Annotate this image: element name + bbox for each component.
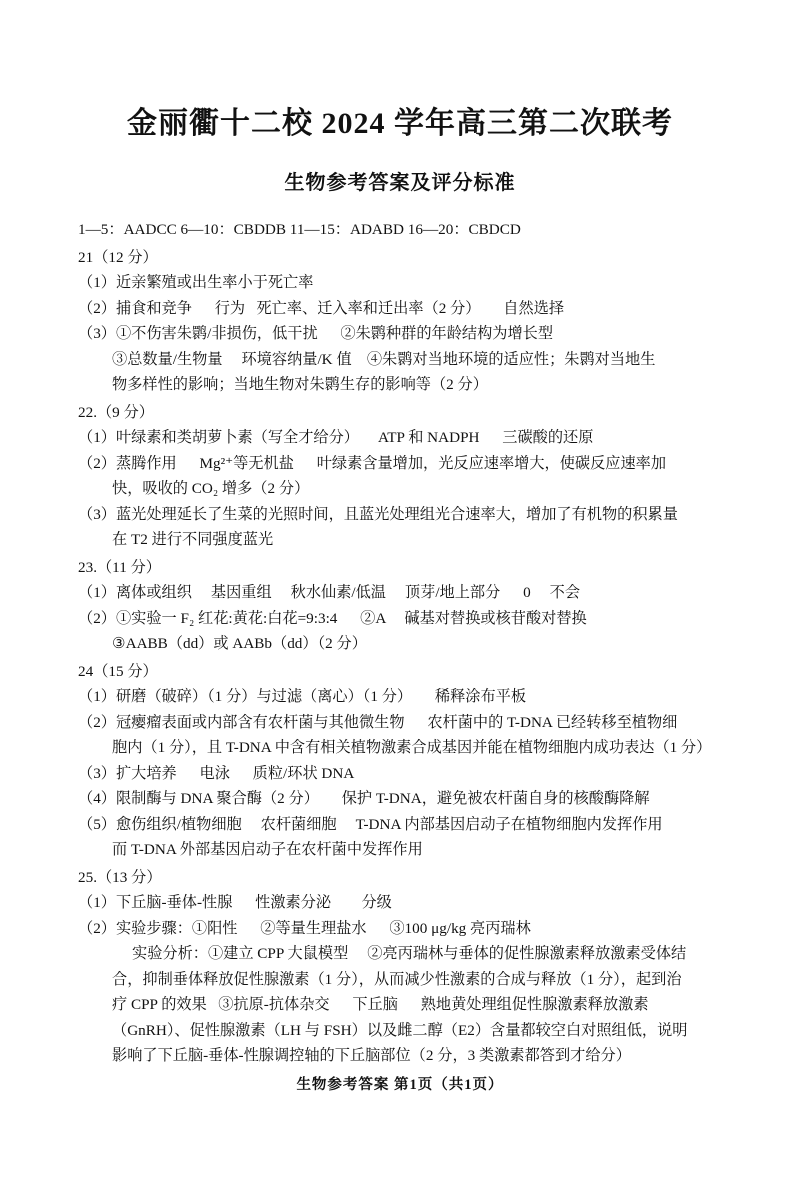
multiple-choice-answers: 1—5：AADCC 6—10：CBDDB 11—15：ADABD 16—20：CBDCD: [78, 221, 521, 238]
page-footer: 生物参考答案 第1页（共1页）: [296, 1077, 504, 1093]
answer-line: （GnRH）、促性腺激素（LH 与 FSH）以及雌二醇（E2）含量都较空白对照组低，说明: [112, 1021, 688, 1039]
answer-line: 疗 CPP 的效果 ③抗原-抗体杂交 下丘脑 熟地黄处理组促性腺激素释放激素: [112, 996, 649, 1013]
section-heading-24: 24（15 分）: [78, 662, 158, 680]
answer-line: （1）叶绿素和类胡萝卜素（写全才给分） ATP 和 NADPH 三碳酸的还原: [78, 429, 594, 446]
answer-line: （1）离体或组织 基因重组 秋水仙素/低温 顶芽/地上部分 0 不会: [78, 584, 581, 601]
section-heading-23: 23.（11 分）: [78, 558, 161, 576]
answer-line: （1）近亲繁殖或出生率小于死亡率: [78, 274, 314, 291]
answer-line: （3）蓝光处理延长了生菜的光照时间，且蓝光处理组光合速率大，增加了有机物的积累量: [78, 505, 678, 523]
answer-line: （1）下丘脑-垂体-性腺 性激素分泌 分级: [78, 894, 392, 911]
answer-line: （2）蒸腾作用 Mg²⁺等无机盐 叶绿素含量增加，光反应速率增大，使碳反应速率加: [78, 454, 667, 472]
answer-line: 物多样性的影响；当地生物对朱鹮生存的影响等（2 分）: [112, 376, 488, 393]
answer-line: 而 T-DNA 外部基因启动子在农杆菌中发挥作用: [112, 841, 423, 858]
answer-line: 胞内（1 分），且 T-DNA 中含有相关植物激素合成基因并能在植物细胞内成功表达（1 分）: [112, 739, 712, 756]
answer-line: （2）实验步骤：①阳性 ②等量生理盐水 ③100 μg/kg 亮丙瑞林: [78, 919, 531, 937]
answer-line: （2）①实验一 F₂ 红花:黄花:白花=9:3:4 ②A 碱基对替换或核苷酸对替换: [78, 609, 587, 627]
answer-line: 快，吸收的 CO₂ 增多（2 分）: [112, 480, 310, 497]
answer-line: （1）研磨（破碎）（1 分）与过滤（离心）（1 分） 稀释涂布平板: [78, 688, 527, 705]
answer-line: （3）①不伤害朱鹮/非损伤，低干扰 ②朱鹮种群的年龄结构为增长型: [78, 325, 554, 342]
answer-line: （3）扩大培养 电泳 质粒/环状 DNA: [78, 764, 355, 782]
answer-line: 实验分析：①建立 CPP 大鼠模型 ②亮丙瑞林与垂体的促性腺激素释放激素受体结: [132, 945, 687, 962]
answer-body: [0, 217, 800, 1069]
answer-line: （5）愈伤组织/植物细胞 农杆菌细胞 T-DNA 内部基因启动子在植物细胞内发挥作用: [78, 815, 663, 833]
answer-line: 合，抑制垂体释放促性腺激素（1 分），从而减少性激素的合成与释放（1 分），起到治: [112, 970, 682, 988]
answer-line: ③AABB（dd）或 AABb（dd）（2 分）: [112, 635, 367, 652]
answer-line: （2）冠瘿瘤表面或内部含有农杆菌与其他微生物 农杆菌中的 T-DNA 已经转移至植物细: [78, 713, 678, 731]
answer-line: 在 T2 进行不同强度蓝光: [112, 531, 274, 548]
page-subtitle: 生物参考答案及评分标准: [284, 172, 516, 194]
answer-line: （2）捕食和竞争 行为 死亡率、迁入率和迁出率（2 分） 自然选择: [78, 299, 564, 317]
page-title: 金丽衢十二校 2024 学年高三第二次联考: [127, 107, 673, 140]
answer-line: ③总数量/生物量 环境容纳量/K 值 ④朱鹮对当地环境的适应性；朱鹮对当地生: [112, 350, 656, 368]
section-heading-21: 21（12 分）: [78, 248, 158, 266]
answer-line: 影响了下丘脑-垂体-性腺调控轴的下丘脑部位（2 分，3 类激素都答到才给分）: [112, 1047, 631, 1064]
section-heading-25: 25.（13 分）: [78, 868, 162, 886]
answer-line: （4）限制酶与 DNA 聚合酶（2 分） 保护 T-DNA，避免被农杆菌自身的核酸酶降解: [78, 790, 650, 807]
section-heading-22: 22.（9 分）: [78, 403, 154, 421]
